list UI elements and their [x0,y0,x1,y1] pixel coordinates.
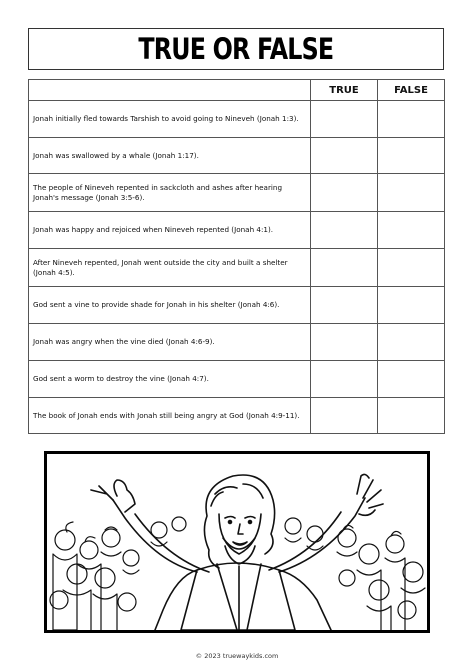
table-row [29,138,445,174]
statement-text: Jonah was swallowed by a whale (Jonah 1:17). [29,138,311,174]
page-title: TRUE OR FALSE [138,32,334,66]
statement-text: God sent a worm to destroy the vine (Jonah 4:7). [29,361,311,398]
true-answer-cell[interactable] [311,174,378,212]
true-answer-cell[interactable] [311,249,378,287]
copyright-footer: © 2023 truewaykids.com [195,652,279,660]
illustration-frame [44,451,430,633]
statement-text: The book of Jonah ends with Jonah still being angry at God (Jonah 4:9-11). [29,398,311,434]
jonah-preaching-illustration [47,454,427,630]
true-answer-cell[interactable] [311,361,378,398]
false-answer-cell[interactable] [378,249,445,287]
crowd-right [337,525,425,630]
table-row [29,398,445,434]
table-row [29,101,445,138]
statement-text: God sent a vine to provide shade for Jonah in his shelter (Jonah 4:6). [29,287,311,324]
false-answer-cell[interactable] [378,324,445,361]
false-answer-cell[interactable] [378,174,445,212]
header-true: TRUE [311,80,378,101]
statement-text: Jonah initially fled towards Tarshish to avoid going to Nineveh (Jonah 1:3). [29,101,311,138]
false-answer-cell[interactable] [378,361,445,398]
true-answer-cell[interactable] [311,324,378,361]
false-answer-cell[interactable] [378,287,445,324]
crowd-left [50,522,139,630]
true-answer-cell[interactable] [311,287,378,324]
table-row [29,249,445,287]
statement-text: Jonah was happy and rejoiced when Nineveh repented (Jonah 4:1). [29,212,311,249]
true-answer-cell[interactable] [311,138,378,174]
table-row [29,287,445,324]
true-false-table [28,79,445,434]
false-answer-cell[interactable] [378,138,445,174]
header-false: FALSE [378,80,445,101]
false-answer-cell[interactable] [378,212,445,249]
false-answer-cell[interactable] [378,398,445,434]
title-box [28,28,444,70]
table-row [29,174,445,212]
table-header-row [29,80,445,101]
table-row [29,212,445,249]
statement-text: The people of Nineveh repented in sackcloth and ashes after hearing Jonah's message (Jonah 3:5-6). [29,174,311,212]
table-row [29,361,445,398]
statement-text: After Nineveh repented, Jonah went outside the city and built a shelter (Jonah 4:5). [29,249,311,287]
true-answer-cell[interactable] [311,398,378,434]
true-answer-cell[interactable] [311,101,378,138]
header-statement [29,80,311,101]
true-answer-cell[interactable] [311,212,378,249]
false-answer-cell[interactable] [378,101,445,138]
table-row [29,324,445,361]
statement-text: Jonah was angry when the vine died (Jonah 4:6-9). [29,324,311,361]
